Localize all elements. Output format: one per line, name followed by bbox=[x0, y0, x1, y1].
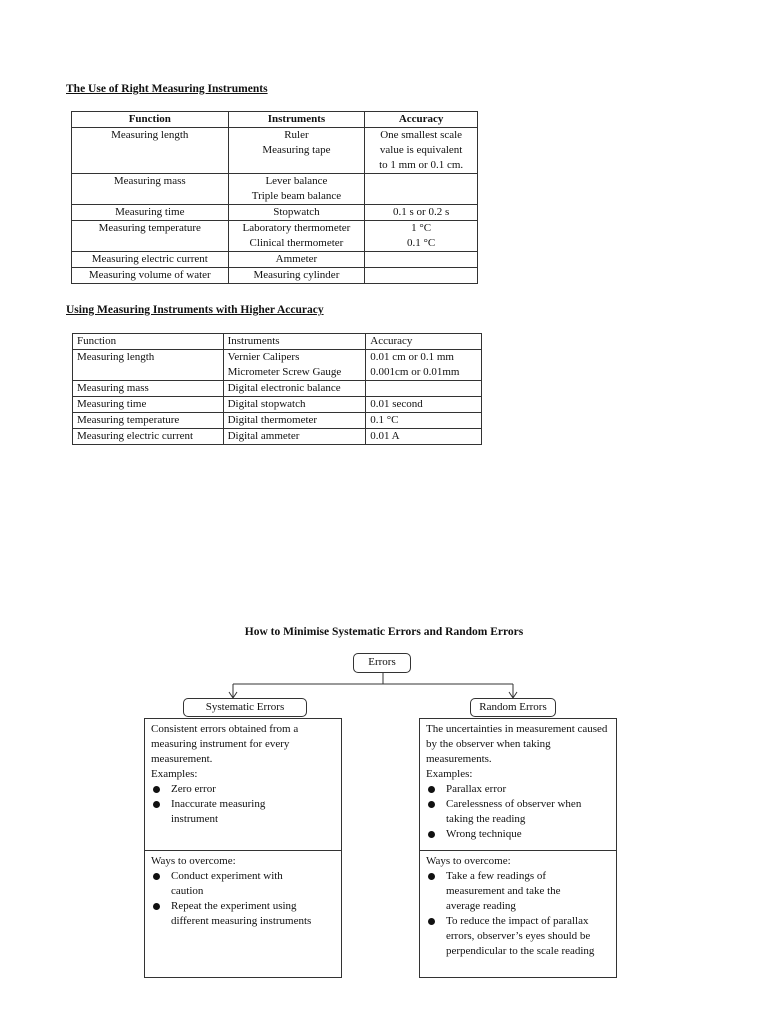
instruments-text: Stopwatch bbox=[273, 206, 320, 218]
systematic-examples-label: Examples: bbox=[151, 768, 198, 780]
systematic-description: Consistent errors obtained from a measuring instrument for every measurement. bbox=[151, 723, 299, 765]
list-item: Zero error bbox=[151, 782, 335, 797]
systematic-overcome-list bbox=[151, 869, 335, 929]
accuracy-text: 0.01 cm or 0.1 mm bbox=[370, 351, 454, 363]
accuracy-text: 0.001cm or 0.01mm bbox=[370, 366, 460, 378]
list-item: Conduct experiment with caution bbox=[151, 869, 311, 899]
header-accuracy: Accuracy bbox=[366, 334, 482, 350]
list-item: Repeat the experiment using different measuring instruments bbox=[151, 899, 335, 929]
list-item: Parallax error bbox=[426, 782, 610, 797]
instruments-text: Measuring tape bbox=[262, 144, 331, 156]
instruments-text: Laboratory thermometer bbox=[242, 222, 351, 234]
instruments-text: Measuring cylinder bbox=[253, 269, 340, 281]
list-item: Take a few readings of measurement and take the average reading bbox=[426, 869, 591, 914]
function-text: Measuring volume of water bbox=[88, 269, 211, 281]
accuracy-text: 1 °C bbox=[411, 222, 432, 234]
random-overcome-list bbox=[426, 869, 610, 959]
accuracy-text: 0.1 °C bbox=[407, 237, 436, 249]
systematic-overcome-label: Ways to overcome: bbox=[151, 855, 236, 867]
instruments-text: Digital electronic balance bbox=[227, 382, 341, 394]
header-instruments: Instruments bbox=[223, 334, 366, 350]
instruments-text: Ammeter bbox=[275, 253, 318, 265]
accuracy-text: 0.01 A bbox=[370, 430, 400, 442]
header-instruments: Instruments bbox=[228, 112, 365, 128]
random-errors-node: Random Errors bbox=[470, 698, 556, 717]
section2-title: Using Measuring Instruments with Higher Accuracy bbox=[66, 304, 324, 316]
function-text: Measuring time bbox=[77, 398, 147, 410]
systematic-examples-list bbox=[151, 782, 335, 827]
header-function: Function bbox=[73, 334, 224, 350]
instruments-text: Lever balance bbox=[265, 175, 328, 187]
function-text: Measuring length bbox=[111, 129, 189, 141]
diagram-title: How to Minimise Systematic Errors and Random Errors bbox=[244, 626, 524, 638]
instruments-text: Digital ammeter bbox=[227, 430, 300, 442]
systematic-errors-overcome-box bbox=[144, 850, 342, 978]
function-text: Measuring temperature bbox=[98, 222, 201, 234]
random-errors-overcome-box bbox=[419, 850, 617, 978]
accuracy-text: One smallest scale bbox=[380, 129, 463, 141]
accuracy-text: 0.1 s or 0.2 s bbox=[393, 206, 450, 218]
list-item: Carelessness of observer when taking the reading bbox=[426, 797, 610, 827]
errors-node: Errors bbox=[353, 653, 411, 673]
function-text: Measuring temperature bbox=[77, 414, 180, 426]
function-text: Measuring electric current bbox=[77, 430, 194, 442]
random-examples-label: Examples: bbox=[426, 768, 473, 780]
random-errors-description-box bbox=[419, 718, 617, 851]
function-text: Measuring length bbox=[77, 351, 155, 363]
accuracy-text: to 1 mm or 0.1 cm. bbox=[379, 159, 464, 171]
systematic-errors-node: Systematic Errors bbox=[183, 698, 307, 717]
instruments-text: Micrometer Screw Gauge bbox=[227, 366, 342, 378]
instruments-text: Ruler bbox=[284, 129, 309, 141]
instruments-text: Digital thermometer bbox=[227, 414, 318, 426]
instruments-text: Clinical thermometer bbox=[249, 237, 344, 249]
random-examples-list bbox=[426, 782, 610, 842]
function-text: Measuring electric current bbox=[91, 253, 208, 265]
function-text: Measuring mass bbox=[113, 175, 186, 187]
list-item: Wrong technique bbox=[426, 827, 610, 842]
instruments-text: Vernier Calipers bbox=[227, 351, 300, 363]
accuracy-text: 0.1 °C bbox=[370, 414, 399, 426]
header-function: Function bbox=[72, 112, 229, 128]
section1-title: The Use of Right Measuring Instruments bbox=[66, 83, 268, 95]
function-text: Measuring mass bbox=[77, 382, 149, 394]
random-overcome-label: Ways to overcome: bbox=[426, 855, 511, 867]
accuracy-text: value is equivalent bbox=[379, 144, 463, 156]
instruments-text: Triple beam balance bbox=[251, 190, 342, 202]
random-description: The uncertainties in measurement caused by the observer when taking measurements. bbox=[426, 723, 608, 765]
instruments-text: Digital stopwatch bbox=[227, 398, 306, 410]
header-accuracy: Accuracy bbox=[365, 112, 478, 128]
list-item: Inaccurate measuring instrument bbox=[151, 797, 291, 827]
accuracy-text: 0.01 second bbox=[370, 398, 423, 410]
list-item: To reduce the impact of parallax errors, observer’s eyes should be perpendicular to the scale reading bbox=[426, 914, 606, 959]
systematic-errors-description-box bbox=[144, 718, 342, 851]
function-text: Measuring time bbox=[115, 206, 185, 218]
